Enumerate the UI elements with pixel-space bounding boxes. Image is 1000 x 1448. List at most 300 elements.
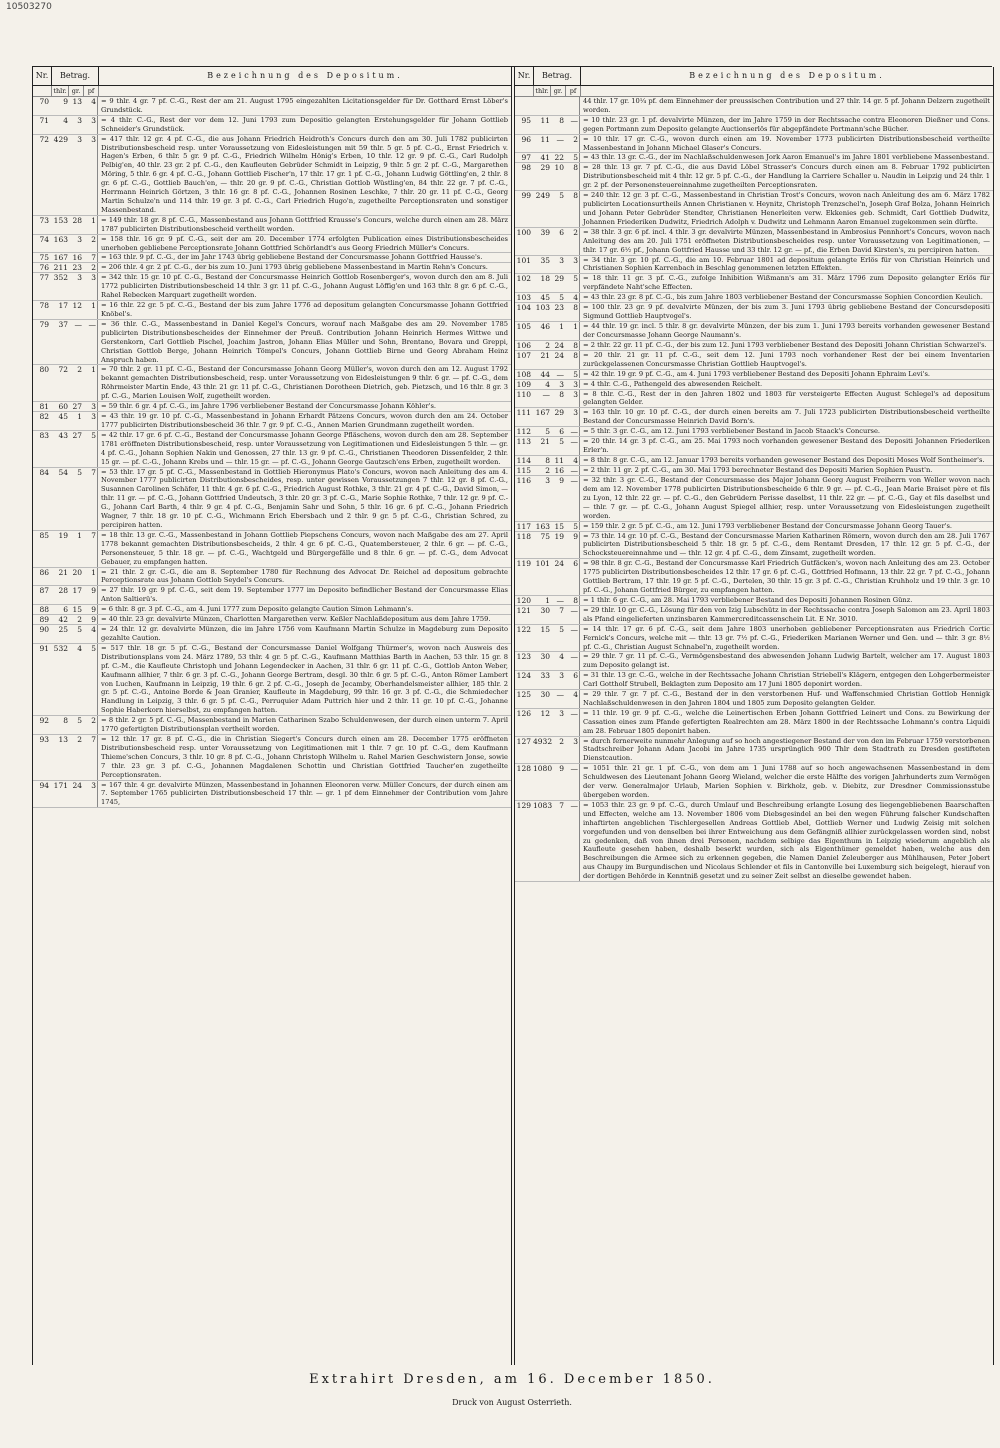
entry-number: 104 <box>516 303 531 313</box>
entry-number: 126 <box>516 708 531 718</box>
amount-groschen: 3 <box>77 115 82 125</box>
entry-description: = 342 thlr. 15 gr. 10 pf. C.-G., Bestand der Concursmasse Heinrich Gottlob Rosenberger's, wovon durch den am 8. Juli 1772 publicirten Distributionsbescheid 14 thlr. 3 gr. 11 pf. C.-G., Johann August Löffig'en und 163 thlr. 8 gr. 6 pf. C.-G., Rahel Rebecken Marquart zugetheilt worden. <box>97 273 511 300</box>
entry-description: = 53 thlr. 17 gr. 5 pf. C.-G., Massenbestand in Gottlieb Hieronymus Plato's Concurs, wovon nach Anleitung des am 4. November 1777 publicirten Distributionsbescheides, resp. unter gewissen Voraussetzungen 7 thlr. 12 gr. 8 pf. C.-G., Susannen Carolinen Schäfer, 11 thlr. 4 gr. 6 pf. C.-G., Friedrich August Rothke, 3 thlr. 21 gr. 4 pf. C.-G., David Simon, — thlr. 11 gr. — pf. C.-G., Johann Gottfried Undeutsch, 3 thlr. 20 gr. 3 pf. C.-G., Marie Sophie Rothke, 7 thlr. 12 gr. 9 pf. C.-G., Johann Carl Barth, 4 thlr. 9 gr. 4 pf. C.-G., Benjamin Sahr und Sohn, 5 thlr. 16 gr. 6 pf. C.-G., Johann Friedrich Wagner, 7 thlr. 18 gr. 10 pf. C.-G., Wichmann Erich Ebersbach und 2 thlr. 9 gr. 5 pf. C.-G., Christian Schred, zu percipiren hatten. <box>97 468 511 530</box>
amount-groschen: 5 <box>77 467 82 477</box>
entry-description: = 98 thlr. 8 gr. C.-G., Bestand der Concursmasse Karl Friedrich Gutfäcken's, wovon nach Anleitung des am 23. October 1775 publicirten Distributionsbescheides 12 thlr. 17 gr. 6 pf. C.-G., Gottfried Hofmann, 13 thlr. 22 gr. 7 pf. C.-G., Johann Gottlieb Bertram, 17 thlr. 19 gr. 5 pf. C.-G., Dertelen, 30 thlr. 15 gr. 3 pf. C.-G., Christian Kruhholz und 19 thlr. 3 gr. 10 pf. C.-G., Johann Gottfried Bürger, zu empfangen hatten. <box>579 559 993 595</box>
register-entry <box>515 532 993 560</box>
amount-pfennig: 1 <box>91 215 96 225</box>
entry-description: = 163 thlr. 10 gr. 10 pf. C.-G., der durch einen bereits am 7. Juli 1723 publicirten Distributionsbescheid vertheilte Bestand der Concursmasse Heinrich David Born's. <box>579 408 993 426</box>
amount-groschen: 7 <box>559 800 564 810</box>
entry-number: 89 <box>39 615 49 625</box>
register-entry <box>515 476 993 522</box>
amount-pfennig: 9 <box>91 615 96 625</box>
entry-amount <box>533 303 579 312</box>
amount-groschen: 7 <box>559 605 564 615</box>
amount-groschen: — <box>556 369 564 379</box>
entry-description: = 12 thlr. 17 gr. 8 pf. C.-G., die in Christian Siegert's Concurs durch einen am 28. December 1775 eröffneten Distributionsbescheid resp. unter Voraussetzung von Legitimationen mit 1 thlr. 7 gr. 10 pf. C.-G., dem Kaufmann Thieme'schen Concurs, 3 thlr. 10 gr. 8 pf. C.-G., Johann Christoph Wilhelm u. Rahel Marien Geschwistern Jonse, sowie 7 thlr. 23 gr. 3 pf. C.-G., Johannen Magdalenen Schottin und Christian Gottfried Taucher'en zugetheilte Perceptionsraten. <box>97 735 511 780</box>
unit-groschen: gr. <box>69 86 84 96</box>
register-entry <box>515 153 993 163</box>
left-header <box>33 67 511 86</box>
amount-thaler: 1080 <box>533 764 553 774</box>
amount-thaler: 103 <box>535 303 550 313</box>
entry-description: = 5 thlr. 3 gr. C.-G., am 12. Juni 1793 verbliebener Bestand in Jacob Staack's Concurse. <box>579 427 993 436</box>
entry-amount <box>51 568 97 577</box>
register-entry <box>515 191 993 228</box>
entry-description: = 240 thlr. 12 gr. 3 pf. C.-G., Massenbestand in Christian Trost's Concurs, wovon nach Anleitung des am 6. März 1782 publicirten Locationsurtheils Annen Christianen v. Heynitz, Christoph Trenzschel'n, Joseph Graf Bolza, Johann Heinrich und Johann Peter Gebrüder Stendter, Christianen Henerleiten verw. Ekkenies geb. Schmidt, Carl Gottlieb Dudwitz, Johannen Friederiken Dudwitz, Friedrich Adolph v. Dudwitz und Lehmann Aaron Emanuel zugekommen sein dürfte. <box>579 191 993 227</box>
entry-description: = 10 thlr. 23 gr. 1 pf. devalvirte Münzen, der im Jahre 1759 in der Rechtssache contra Eleonoren Dießner und Cons. gegen Portmann zum Deposito gelangte Auctionserlös für abgepfändete Portmann'sche Bücher. <box>579 116 993 134</box>
amount-groschen: 29 <box>554 408 564 418</box>
amount-groschen: 20 <box>72 567 82 577</box>
amount-pfennig: 3 <box>91 780 96 790</box>
entry-description: 44 thlr. 17 gr. 10¼ pf. dem Einnehmer der preussischen Contribution und 27 thlr. 14 gr. 5 pf. Johann Delzern zugetheilt worden. <box>579 97 993 115</box>
amount-groschen: 16 <box>554 466 564 475</box>
entry-number: 118 <box>516 531 531 541</box>
entry-description: = 517 thlr. 18 gr. 5 pf. C.-G., Bestand der Concursmasse Daniel Wolfgang Thürmer's, wovon nach Ausweis des Distributionsplans vom 24. März 1789, 53 thlr. 4 gr. 5 pf. C.-G., Kaufmann Matthias Barth in Aachen, 53 thlr. 15 gr. 8 pf. C.-M., die Kaufleute Christoph und Johann Legendecker in Aachen, 31 thlr. 6 gr. 11 pf. C.-G., Gottlob Anton Weber, Kaufmann allhier, 7 thlr. 6 gr. 3 pf. C.-G., Johann George Bertram, desgl. 30 thlr. 6 gr. 5 pf. C.-G., Anton Römer Lambert von Luchen, Kaufmann in Leipzig, 19 thlr. 6 gr. 2 pf. C.-G., Joseph de Jecamby, Oberhandelsmeister allhier, 185 thlr. 2 gr. 5 pf. C.-G., Antoine Borde & Jean Granier, Kaufleute in Magdeburg, 99 thlr. 16 gr. 3 pf. C.-G., die Schmiedecher Handlung in Leipzig, 3 thlr. 6 gr. 5 pf. C.-G., Perruquier Adam Puttrich hier und 2 thlr. 11 gr. 10 pf. C.-G., Johanne Sophie Haberkorn hierselbst, zu empfangen hatten. <box>97 644 511 715</box>
amount-header: Betrag. <box>534 67 581 85</box>
amount-thaler: 19 <box>58 530 68 540</box>
amount-pfennig: 2 <box>573 227 578 237</box>
entry-number: 85 <box>39 530 49 540</box>
amount-pfennig: 3 <box>573 736 578 746</box>
entry-number: 98 <box>521 163 531 173</box>
entry-description: = 206 thlr. 4 gr. 2 pf. C.-G., der bis zum 10. Juni 1793 übrig gebliebene Massenbestand in Martin Rehn's Concurs. <box>97 263 511 272</box>
amount-groschen: 24 <box>554 340 564 350</box>
amount-thaler: 30 <box>540 690 550 700</box>
entry-number: 116 <box>516 476 531 485</box>
amount-thaler: 1 <box>545 595 550 605</box>
entry-description: = 158 thlr. 16 gr. 9 pf. C.-G., seit der am 20. December 1774 erfolgten Publication eines Distributionsbescheides unerhoben gebliebene Perceptionsrate Johann Gottfried Schörlandt's aus Georg Friedrich Müller's Concurs. <box>97 235 511 253</box>
entry-amount <box>51 431 97 440</box>
entry-amount <box>51 116 97 125</box>
amount-pfennig: — <box>570 466 578 475</box>
amount-groschen: 3 <box>559 708 564 718</box>
amount-thaler: 163 <box>53 234 68 244</box>
register-entry <box>33 273 511 301</box>
amount-groschen: 3 <box>559 255 564 265</box>
register-entry <box>515 322 993 341</box>
entry-description: = 20 thlr. 14 gr. 3 pf. C.-G., am 25. Mai 1793 noch vorhanden gewesener Bestand des Depositi Johannen Friederiken Erler'n. <box>579 437 993 455</box>
left-units <box>33 86 511 97</box>
amount-pfennig: 3 <box>573 255 578 265</box>
entry-amount <box>533 456 579 465</box>
amount-thaler: 35 <box>540 255 550 265</box>
entry-amount <box>533 228 579 237</box>
register-entry <box>515 764 993 801</box>
amount-groschen: 5 <box>77 625 82 635</box>
entry-number: 76 <box>39 263 49 273</box>
entry-number: 71 <box>39 115 49 125</box>
register-entry <box>515 303 993 322</box>
entry-number: 110 <box>516 389 531 399</box>
entry-number: 99 <box>521 191 531 201</box>
register-entry <box>33 402 511 412</box>
amount-pfennig: 8 <box>573 350 578 360</box>
amount-pfennig: 4 <box>573 293 578 303</box>
entry-number: 107 <box>516 350 531 360</box>
entry-number: 114 <box>516 456 531 465</box>
amount-thaler: 72 <box>58 365 68 375</box>
entry-description: = 149 thlr. 18 gr. 8 pf. C.-G., Massenbestand aus Johann Gottfried Krausse's Concurs, welche durch einen am 28. März 1787 publicirten Distributionsbescheid vertheilt worden. <box>97 216 511 234</box>
amount-thaler: 13 <box>58 735 68 744</box>
amount-thaler: 171 <box>53 780 68 790</box>
entry-amount <box>51 644 97 653</box>
right-column <box>514 67 994 1365</box>
entry-description: = 21 thlr. 2 gr. C.-G., die am 8. September 1780 für Rechnung des Advocat Dr. Reichel ad depositum gebrachte Perceptionsrate aus Johann Gottlob Seydel's Concurs. <box>97 568 511 586</box>
description-header: Bezeichnung des Depositum. <box>207 71 403 80</box>
entry-amount <box>533 596 579 605</box>
amount-thaler: 21 <box>540 437 550 447</box>
amount-pfennig: 4 <box>573 690 578 700</box>
register-entry <box>515 671 993 690</box>
entry-number: 91 <box>39 643 49 653</box>
entry-description: = 73 thlr. 14 gr. 10 pf. C.-G., Bestand der Concursmasse Marien Katharinen Römern, wovon durch den am 28. Juli 1767 publicirten Distributionsbescheid 5 thlr. 18 gr. 5 pf. C.-G., dem Rentamt Dresden, 17 thlr. 12 gr. 5 pf. C.-G., der Schocksteuereinnahme und — thlr. 12 gr. 4 pf. C.-G., dem Zinsamt, zugetheilt worden. <box>579 532 993 559</box>
register-entry <box>515 380 993 390</box>
register-entry <box>33 735 511 781</box>
entry-amount <box>51 412 97 421</box>
amount-groschen: 2 <box>77 365 82 375</box>
register-entry <box>33 716 511 735</box>
entry-amount <box>533 709 579 718</box>
amount-pfennig: — <box>570 605 578 615</box>
amount-groschen: — <box>556 595 564 605</box>
amount-groschen: 12 <box>72 301 82 311</box>
entry-amount <box>533 437 579 446</box>
entry-amount <box>533 522 579 531</box>
register-entry <box>515 456 993 466</box>
amount-thaler: 43 <box>58 430 68 440</box>
amount-pfennig: 8 <box>573 303 578 313</box>
nr-header: Nr. <box>515 67 534 85</box>
amount-pfennig: 5 <box>573 521 578 531</box>
amount-thaler: 17 <box>58 301 68 311</box>
entry-description: = 40 thlr. 23 gr. devalvirte Münzen, Charlotten Margarethen verw. Keßler Nachlaßdepositum aus dem Jahre 1759. <box>97 615 511 624</box>
entry-number: 72 <box>39 134 49 144</box>
register-entry <box>515 522 993 532</box>
entry-amount <box>51 735 97 744</box>
register-entry <box>515 709 993 737</box>
nr-header: Nr. <box>33 67 52 85</box>
amount-thaler: 42 <box>58 615 68 625</box>
amount-groschen: 19 <box>554 531 564 541</box>
amount-pfennig: 6 <box>573 559 578 569</box>
amount-pfennig: 4 <box>573 456 578 465</box>
entry-number: 86 <box>39 567 49 577</box>
amount-groschen: 8 <box>559 115 564 125</box>
entry-description: = 163 thlr. 9 pf. C.-G., der im Jahr 1743 übrig gebliebene Bestand der Concursmasse Johann Gottfried Hausse's. <box>97 253 511 262</box>
amount-groschen: 15 <box>554 521 564 531</box>
amount-pfennig: 2 <box>91 234 96 244</box>
entry-number: 129 <box>516 800 531 810</box>
entry-amount <box>533 427 579 436</box>
amount-pfennig: 3 <box>91 134 96 144</box>
entry-description: = 70 thlr. 2 gr. 11 pf. C.-G., Bestand der Concursmasse Johann Georg Müller's, wovon durch den am 12. August 1792 bekannt gemachten Distributionsbescheid, resp. unter Voraussetzung von Eidesleistungen 9 thlr. 6 gr. — pf. C.-G., dem Röhrmeister Martin Ende, 43 thlr. 21 gr. 11 pf. C.-G., Christianen Dorotheen Dietrich, geb. Pietzsch, und 16 thlr. 8 gr. 3 pf. C.-G., Marien Louisen Wolf, zugetheilt worden. <box>97 365 511 401</box>
right-units <box>515 86 993 97</box>
amount-groschen: 6 <box>559 427 564 437</box>
amount-groschen: 3 <box>77 134 82 144</box>
amount-thaler: 29 <box>540 163 550 173</box>
amount-pfennig: 1 <box>91 365 96 375</box>
amount-pfennig: 8 <box>573 340 578 350</box>
amount-pfennig: 1 <box>91 301 96 311</box>
amount-thaler: 8 <box>545 456 550 465</box>
entry-amount <box>533 153 579 162</box>
amount-pfennig: 4 <box>91 97 96 106</box>
entry-number: 79 <box>39 319 49 329</box>
register-entry <box>515 690 993 709</box>
entry-description: = 8 thlr. C.-G., Rest der in den Jahren 1802 und 1803 für versteigerte Effecten August Schlegel's ad depositum gelangten Gelder. <box>579 390 993 408</box>
entry-amount <box>51 531 97 540</box>
entry-number: 96 <box>521 134 531 144</box>
entry-number: 81 <box>39 402 49 412</box>
entry-description: = 18 thlr. 11 gr. 3 pf. C.-G., zufolge Inhibition Wißmann's am 31. März 1796 zum Deposito gelangter Erlös für verpfändete Naht'sche Effecten. <box>579 274 993 292</box>
entry-description: = 1053 thlr. 23 gr. 9 pf. C.-G., durch Umlauf und Beschreibung erlangte Losung des liegengebliebenen Baarschaften und Effecten, welche am 13. November 1806 vom Diebsgesindel an bei den wegen Führung falscher Kundschaften inhaftirten angeblichen Tischlergesellen Andreas Gottlieb Abel, Gottlieb Werner und Ludwig Zeisig mit solchen vorgefunden und von denselben bei ihrer Entweichung aus dem Gefängniß allhier zurückgelassen worden sind, nobst zu gedenken, daß von ihnen drei Personen, nachdem selbige das Eigenthum in Leipzig wiederum angeblich als Kaufleute gesehen haben, deshalb beserkt wurden, sich als Eigenthümer gemeldet haben, welche aus den Beschreibungen die Armee sich zu erkennen gegeben, die Namen Daniel Zeleuberger aus Mühlhausen, Peter Jobert aus Chaupy im Burgundischen und Nicolaus Schlender et fils in Cantonville bei Luxemburg sich beigelegt, hierauf von der dortigen Behörde in Kenntniß gesetzt und zu seiner Zeit selbst an dieselbe gewendet haben. <box>579 801 993 881</box>
amount-thaler: 167 <box>535 408 550 418</box>
amount-thaler: 1083 <box>533 800 553 810</box>
register-entry <box>515 652 993 671</box>
amount-thaler: 28 <box>58 586 68 596</box>
amount-groschen: 24 <box>554 559 564 569</box>
left-entries <box>33 97 511 808</box>
amount-groschen: 9 <box>559 764 564 774</box>
amount-groschen: 1 <box>77 530 82 540</box>
entry-number: 84 <box>39 467 49 477</box>
amount-groschen: 24 <box>72 780 82 790</box>
entry-description: = 20 thlr. 21 gr. 11 pf. C.-G., seit dem 12. Juni 1793 noch vorhandener Rest der bei einem Inventarien zurückgelassenen Concursmasse Christian Gottlieb Hauptvogel's. <box>579 351 993 369</box>
entry-number: 92 <box>39 716 49 726</box>
entry-amount <box>533 370 579 379</box>
amount-groschen: 13 <box>72 97 82 106</box>
entry-number: 123 <box>516 652 531 662</box>
amount-pfennig: — <box>88 319 96 329</box>
amount-pfennig: — <box>570 624 578 634</box>
register-entry <box>33 135 511 216</box>
amount-thaler: 33 <box>540 671 550 681</box>
entry-description: = 24 thlr. 12 gr. devalvirte Münzen, die im Jahre 1756 vom Kaufmann Martin Schulze in Magdeburg zum Deposito gezahlte Caution. <box>97 625 511 643</box>
entry-amount <box>51 273 97 282</box>
amount-groschen: 3 <box>559 671 564 681</box>
entry-description: = 4 thlr. C.-G., Pathengeld des abwesenden Reichelt. <box>579 380 993 389</box>
entry-number: 103 <box>516 293 531 303</box>
amount-header: Betrag. <box>52 67 99 85</box>
register-entry <box>515 274 993 293</box>
amount-pfennig: 7 <box>91 735 96 744</box>
entry-amount <box>51 615 97 624</box>
amount-thaler: — <box>542 389 550 399</box>
register-entry <box>33 605 511 615</box>
amount-thaler: 11 <box>540 115 550 125</box>
entry-amount <box>51 625 97 634</box>
register-entry <box>515 559 993 596</box>
entry-number: 108 <box>516 369 531 379</box>
amount-thaler: 45 <box>58 412 68 422</box>
amount-thaler: 44 <box>540 369 550 379</box>
amount-thaler: 3 <box>545 476 550 485</box>
amount-groschen: 2 <box>559 736 564 746</box>
description-header: Bezeichnung des Depositum. <box>689 71 885 80</box>
entry-number: 80 <box>39 365 49 375</box>
entry-number: 75 <box>39 253 49 263</box>
entry-description: = 18 thlr. 13 gr. C.-G., Massenbestand in Johann Gottlieb Piepschens Concurs, wovon nach Maßgabe des am 27. April 1778 bekannt gemachten Distributionsbescheids, 2 thlr. 4 gr. 6 pf. C.-G., Quatembersteuer, 2 thlr. 6 gr. — pf. C.-G., Personensteuer, 5 thlr. 18 gr. — pf. C.-G., Wachtgeld und Bürgergefälle und 8 thlr. 6 gr. — pf. C.-G., dem Advocat Gebauer, zu empfangen hatten. <box>97 531 511 567</box>
register-entry <box>33 468 511 531</box>
register-entry <box>515 737 993 765</box>
amount-pfennig: 8 <box>573 163 578 173</box>
amount-groschen: 24 <box>554 350 564 360</box>
amount-pfennig: 7 <box>91 253 96 263</box>
amount-thaler: 60 <box>58 402 68 412</box>
amount-thaler: 429 <box>53 134 68 144</box>
amount-pfennig: — <box>570 437 578 447</box>
amount-pfennig: — <box>570 800 578 810</box>
entry-amount <box>533 690 579 699</box>
archive-id: 10503270 <box>6 2 52 12</box>
register-entry <box>515 437 993 456</box>
amount-pfennig: 9 <box>91 586 96 596</box>
amount-groschen: 5 <box>559 293 564 303</box>
entry-number: 106 <box>516 340 531 350</box>
register-entry <box>515 596 993 606</box>
amount-pfennig: 5 <box>573 153 578 163</box>
entry-number: 121 <box>516 605 531 615</box>
entry-number: 82 <box>39 412 49 422</box>
entry-description: = 38 thlr. 3 gr. 6 pf. incl. 4 thlr. 3 gr. devalvirte Münzen, Massenbestand in Ambrosius Pennhort's Concurs, wovon nach Anleitung des am 20. Juli 1751 eröffneten Distributionsbescheides resp. unter Voraussetzung von Legitimationen, — thlr. 17 gr. 6½ pf., Johann Gottfried Hausse und 33 thlr. 12 gr. — pf., die Erben David Kirsten's, zu percipiren hatten. <box>579 228 993 255</box>
register-entry <box>515 606 993 625</box>
entry-description: = 29 thlr. 7 gr. 11 pf. C.-G., Vermögensbestand des abwesenden Johann Ludwig Bartelt, welcher am 17. August 1803 zum Deposito gelangt ist. <box>579 652 993 670</box>
entry-number: 120 <box>516 595 531 605</box>
amount-groschen: 5 <box>559 191 564 201</box>
register-entry <box>515 228 993 256</box>
entry-number: 109 <box>516 379 531 389</box>
left-column <box>32 67 512 1365</box>
register-entry <box>33 412 511 431</box>
entry-amount <box>51 586 97 595</box>
entry-description: = durch fernerweite nunmehr Anlegung auf so hoch angestiegener Bestand der von den im Februar 1759 verstorbenen Stadtschreiber Johann Adam Jacobi im Jahre 1735 ursprünglich 900 Thlr dem Stadtrath zu Dresden gestifteten Dienstcaution. <box>579 737 993 764</box>
register-entry <box>33 116 511 135</box>
amount-thaler: 4932 <box>533 736 553 746</box>
register-entry <box>33 253 511 263</box>
amount-thaler: 2 <box>545 340 550 350</box>
entry-number: 117 <box>516 521 531 531</box>
amount-thaler: 39 <box>540 227 550 237</box>
amount-pfennig: — <box>570 115 578 125</box>
amount-pfennig: 6 <box>573 671 578 681</box>
entry-description: = 14 thlr. 17 gr. 6 pf. C.-G., seit dem Jahre 1803 unerhoben gebliebener Perceptionsraten aus Friedrich Cortic Fernick's Concurs, welche mit — thlr. 13 gr. 7½ pf. C.-G., Friederiken Marianen Werner und Gen. und — thlr. 3 gr. 8½ pf. C.-G., Christian August Schnabel'n, zugetheilt worden. <box>579 625 993 652</box>
right-header <box>515 67 993 86</box>
amount-groschen: 8 <box>559 389 564 399</box>
amount-pfennig: — <box>570 708 578 718</box>
entry-amount <box>51 135 97 144</box>
entry-amount <box>51 301 97 310</box>
amount-groschen: 6 <box>559 227 564 237</box>
entry-description: = 29 thlr. 7 gr. 7 pf. C.-G., Bestand der in den verstorbenen Huf- und Waffenschmied Christian Gottlob Hennigk Nachlaßschuldenwesen in den Jahren 1804 und 1805 zum Deposito gelangten Gelder. <box>579 690 993 708</box>
entry-number: 74 <box>39 234 49 244</box>
register-entry <box>515 370 993 380</box>
amount-pfennig: — <box>570 652 578 662</box>
amount-pfennig: 5 <box>91 430 96 440</box>
amount-thaler: 15 <box>540 624 550 634</box>
right-entries <box>515 97 993 882</box>
amount-pfennig: 3 <box>573 408 578 418</box>
register-entry <box>515 351 993 370</box>
amount-pfennig: 2 <box>573 134 578 144</box>
entry-description: = 8 thlr. 2 gr. 5 pf. C.-G., Massenbestand in Marien Catharinen Szabo Schuldenwesen, der durch einen unterm 7. April 1770 gefertigten Distributionsplan vertheilt worden. <box>97 716 511 734</box>
register-entry <box>33 781 511 809</box>
entry-number: 102 <box>516 274 531 284</box>
amount-thaler: 46 <box>540 321 550 331</box>
amount-pfennig: 7 <box>91 467 96 477</box>
register-entry <box>33 235 511 254</box>
entry-amount <box>533 801 579 810</box>
register-entry <box>515 256 993 275</box>
amount-thaler: 21 <box>58 567 68 577</box>
entry-description: = 32 thlr. 3 gr. C.-G., Bestand der Concursmasse des Major Johann Georg August Freiherrn von Weller wovon nach dem am 12. November 1778 publicirten Distributionsbescheide 6 thlr. 9 gr. — pf. C.-G., Jean Marie Braiset père et fils zu Lyon, 12 thlr. 22 gr. — pf. C.-G., den Gebrüdern Perisse daselbst, 11 thlr. 22 gr. — pf. C.-G., Gay et fils daselbst und — thlr. 7 gr. — pf. C.-G., Johann August Spiegel allhier, resp. unter Voraussetzung von Eidesleistungen zugetheilt worden. <box>579 476 993 521</box>
amount-groschen: 27 <box>72 430 82 440</box>
entry-amount <box>51 253 97 262</box>
footer-extract-note: Extrahirt Dresden, am 16. December 1850. <box>309 1372 715 1387</box>
entry-number: 77 <box>39 273 49 283</box>
register-entry <box>515 427 993 437</box>
entry-description: = 9 thlr. 4 gr. 7 pf. C.-G., Rest der am 21. August 1795 eingezahlten Licitationsgelder für Dr. Gotthard Ernst Löber's Grundstück. <box>97 97 511 115</box>
entry-number: 87 <box>39 586 49 596</box>
entry-number: 125 <box>516 690 531 700</box>
entry-amount <box>51 716 97 725</box>
register-entry <box>515 116 993 135</box>
amount-pfennig: 1 <box>91 567 96 577</box>
entry-amount <box>533 559 579 568</box>
amount-groschen: 1 <box>77 412 82 422</box>
entry-number: 105 <box>516 321 531 331</box>
entry-number: 115 <box>516 466 531 475</box>
entry-amount <box>533 256 579 265</box>
entry-description: = 11 thlr. 19 gr. 9 pf. C.-G., welche die Leinertischen Erben Johann Gottfried Leinert und Cons. zu Bewirkung der Cassation eines zum Pfande gefertigten Realrechten am 28. März 1800 in der Rechtssache Lohmann's contra Liquidi am 28. Februar 1805 deponirt haben. <box>579 709 993 736</box>
entry-amount <box>51 605 97 614</box>
entry-amount <box>533 341 579 350</box>
register-entry <box>33 586 511 605</box>
entry-amount <box>51 365 97 374</box>
entry-number: 95 <box>521 115 531 125</box>
entry-number: 127 <box>516 736 531 746</box>
amount-thaler: 21 <box>540 350 550 360</box>
entry-number: 101 <box>516 255 531 265</box>
amount-groschen: 16 <box>72 253 82 263</box>
entry-description: = 1 thlr. 6 gr. C.-G., am 28. Mai 1793 verbliebener Bestand des Depositi Johannen Rosinen Günz. <box>579 596 993 605</box>
amount-pfennig: 5 <box>573 369 578 379</box>
entry-number: 112 <box>516 427 531 437</box>
entry-number: 70 <box>39 97 49 106</box>
entry-description: = 29 thlr. 10 gr. C.-G., Lösung für den von Izig Lubschütz in der Rechtssache contra Joseph Salomon am 23. April 1803 als Pfand eingelieferten unzinsbaren Kammercreditcassenschein Lit. E Nr. 3010. <box>579 606 993 624</box>
entry-amount <box>51 468 97 477</box>
unit-thaler: thlr. <box>52 86 69 96</box>
entry-description: = 28 thlr. 13 gr. 7 pf. C.-G., die aus David Löbel Strasser's Concurs durch einen am 8. Februar 1792 publicirten Distributionsbescheid mit 4 thlr. 12 gr. 5 pf. C.-G., der Handlung la Carriere Schaller u. Naudin in Leipzig und 24 thlr. 1 gr. 2 pf. der Personensteuereinnahme zugetheilten Perceptionsraten. <box>579 163 993 190</box>
amount-thaler: 37 <box>58 319 68 329</box>
amount-thaler: 249 <box>535 191 550 201</box>
register-entry <box>33 216 511 235</box>
entry-amount <box>533 322 579 331</box>
amount-pfennig: 3 <box>91 402 96 412</box>
amount-pfennig: 3 <box>573 379 578 389</box>
entry-number: 111 <box>516 408 531 418</box>
entry-description: = 16 thlr. 22 gr. 5 pf. C.-G., Bestand der bis zum Jahre 1776 ad depositum gelangten Concursmasse Johann Gottfried Knöbel's. <box>97 301 511 319</box>
entry-amount <box>51 320 97 329</box>
amount-thaler: 54 <box>58 467 68 477</box>
amount-groschen: 3 <box>559 379 564 389</box>
unit-pfennig: pf <box>566 86 581 96</box>
amount-thaler: 6 <box>63 605 68 615</box>
amount-groschen: 23 <box>72 263 82 273</box>
unit-pfennig: pf <box>84 86 99 96</box>
printer-imprint: Druck von August Osterrieth. <box>452 1398 572 1407</box>
entry-amount <box>533 671 579 680</box>
amount-pfennig: 2 <box>91 263 96 273</box>
